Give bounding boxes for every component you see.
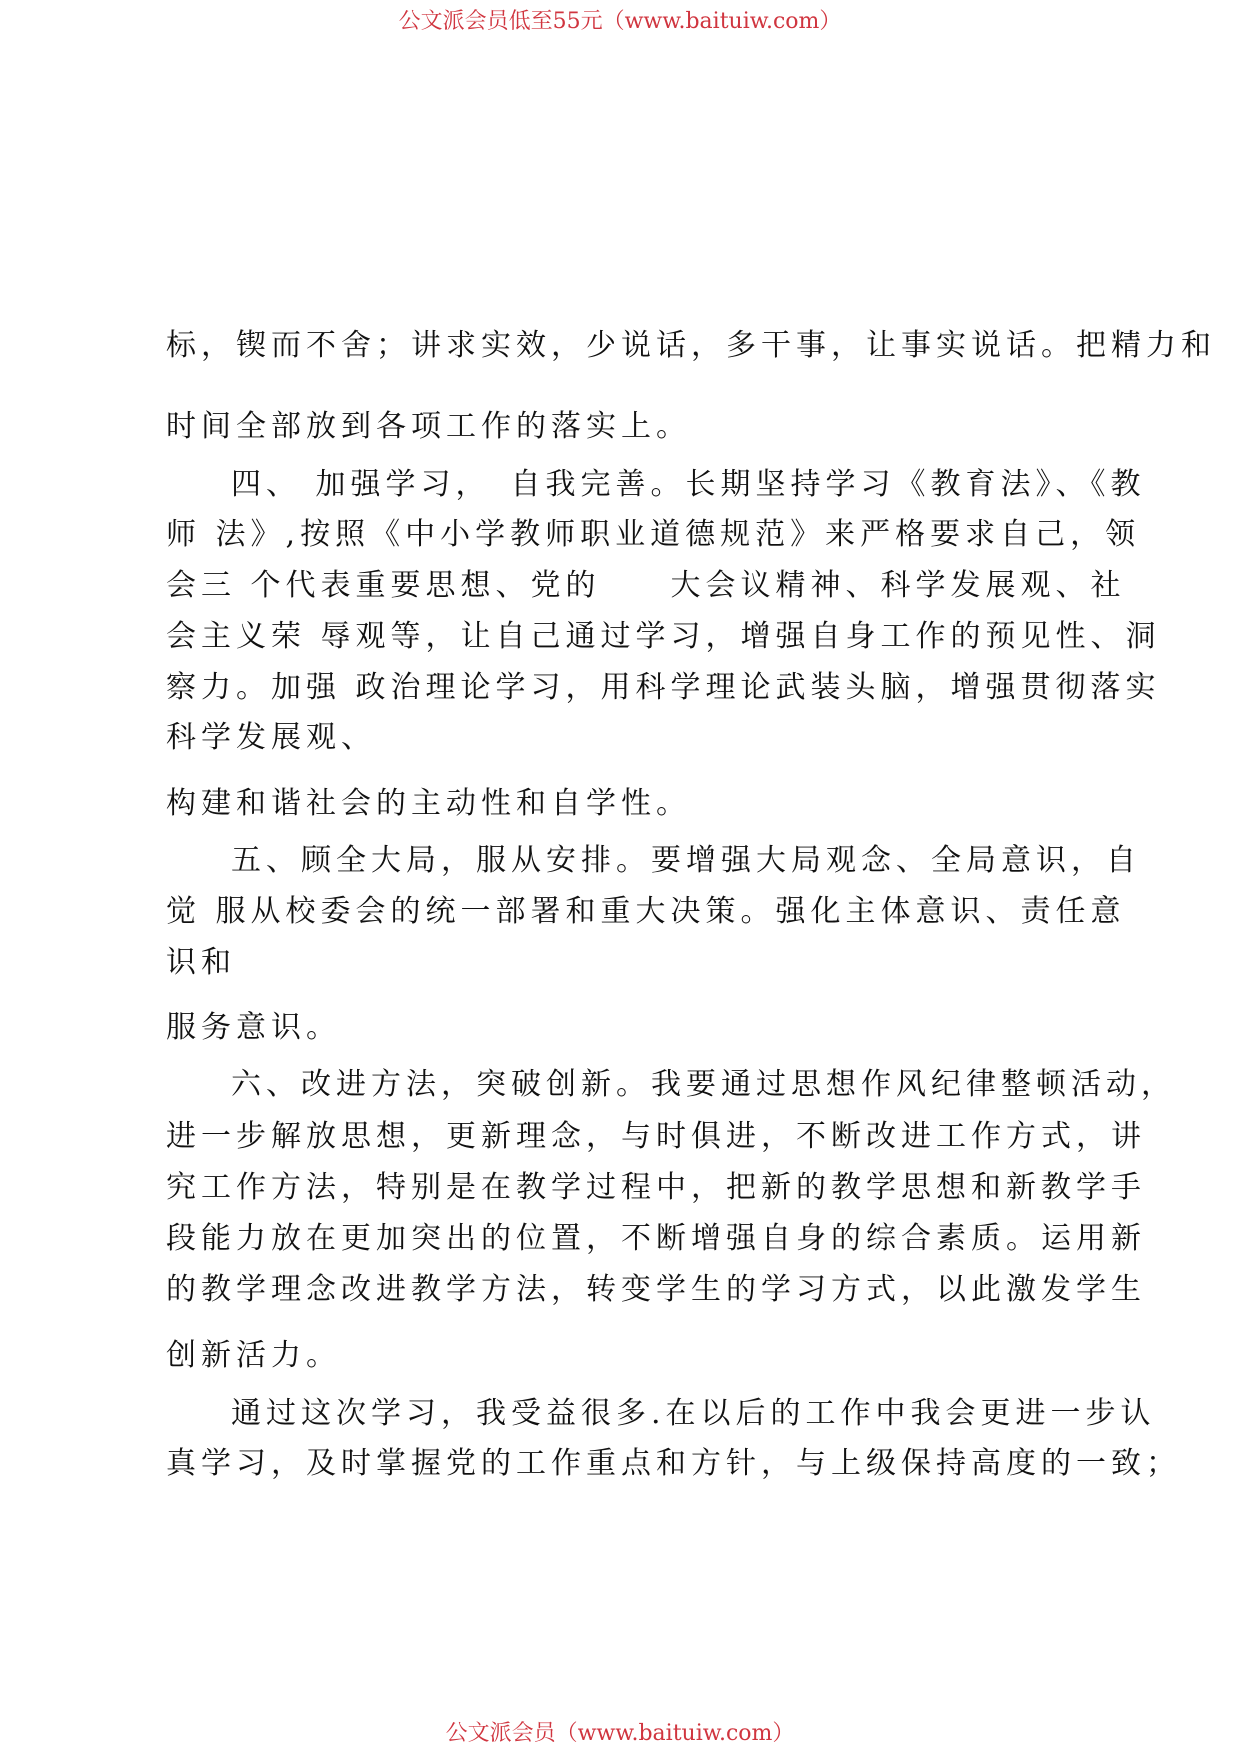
text-line: 通过这次学习，我受益很多.在以后的工作中我会更进一步认 [231, 1396, 1156, 1431]
text-line: 构建和谐社会的主动性和自学性。 [166, 786, 691, 821]
text-line: 会三 个代表重要思想、党的 大会议精神、科学发展观、社 [166, 568, 1126, 603]
footer-banner: 公文派会员（www.baituiw.com） [445, 1721, 795, 1746]
text-line: 觉 服从校委会的统一部署和重大决策。强化主体意识、责任意 [166, 894, 1126, 929]
text-line: 五、顾全大局，服从安排。要增强大局观念、全局意识，自 [231, 843, 1141, 878]
header-banner: 公文派会员低至55元（www.baituiw.com） [398, 9, 842, 34]
text-line: 时间全部放到各项工作的落实上。 [166, 409, 691, 444]
text-line: 进一步解放思想，更新理念，与时俱进，不断改进工作方式，讲 [166, 1119, 1146, 1154]
text-line: 服务意识。 [166, 1010, 341, 1045]
text-line: 究工作方法，特别是在教学过程中，把新的教学思想和新教学手 [166, 1170, 1146, 1205]
text-line: 识和 [166, 945, 236, 980]
text-line: 的教学理念改进教学方法，转变学生的学习方式，以此激发学生 [166, 1272, 1146, 1307]
text-line: 师 法》,按照《中小学教师职业道德规范》来严格要求自己，领 [166, 517, 1141, 552]
text-line: 科学发展观、 [166, 720, 376, 755]
text-line: 标，锲而不舍；讲求实效，少说话，多干事，让事实说话。把精力和 [166, 328, 1216, 363]
text-line: 段能力放在更加突出的位置，不断增强自身的综合素质。运用新 [166, 1221, 1146, 1256]
text-line: 察力。加强 政治理论学习，用科学理论武装头脑，增强贯彻落实 [166, 670, 1161, 705]
text-line: 四、 加强学习， 自我完善。长期坚持学习《教育法》、《教 [231, 467, 1146, 502]
text-line: 会主义荣 辱观等，让自己通过学习，增强自身工作的预见性、洞 [166, 619, 1161, 654]
text-line: 真学习，及时掌握党的工作重点和方针，与上级保持高度的一致； [166, 1446, 1181, 1481]
text-line: 创新活力。 [166, 1338, 341, 1373]
text-line: 六、改进方法，突破创新。我要通过思想作风纪律整顿活动， [231, 1067, 1176, 1102]
